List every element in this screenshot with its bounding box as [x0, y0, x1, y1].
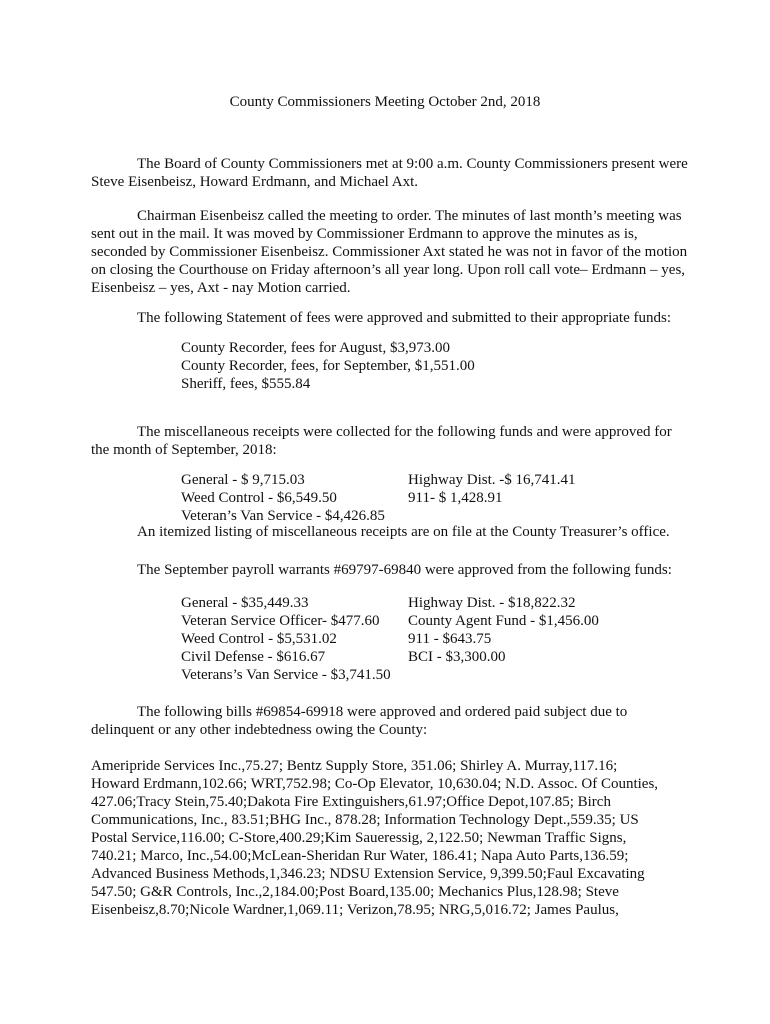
- table-row: [181, 612, 661, 630]
- table-row: [181, 630, 661, 648]
- minutes-paragraph: Chairman Eisenbeisz called the meeting to order. The minutes of last month’s meeting was sent out in the mail. It was moved by Commissioner Erdmann to approve the minutes as is, seconded by Commissioner Eisenbeisz. Commissioner Axt stated he was not in favor of the motion on closing the Courthouse on Friday afternoon’s all year long. Upon roll call vote– Erdmann – yes, Eisenbeisz – yes, Axt - nay Motion carried.: [91, 208, 688, 296]
- misc-receipts-intro: The miscellaneous receipts were collected for the following funds and were approved for the month of September, 2018:: [91, 424, 672, 458]
- table-cell: Weed Control - $5,531.02: [181, 631, 337, 647]
- list-item: Communications, Inc., 83.51;BHG Inc., 878.28; Information Technology Dept.,559.35; US: [91, 812, 639, 828]
- attendance-paragraph: The Board of County Commissioners met at 9:00 a.m. County Commissioners present were Steve Eisenbeisz, Howard Erdmann, and Michael Axt.: [91, 156, 688, 190]
- table-cell: General - $35,449.33: [181, 595, 309, 611]
- bills-intro: The following bills #69854-69918 were approved and ordered paid subject due to delinquent or any other indebtedness owing the County:: [91, 704, 628, 738]
- fees-intro: The following Statement of fees were approved and submitted to their appropriate funds:: [137, 310, 672, 326]
- payroll-table: [181, 594, 661, 684]
- list-item: 547.50; G&R Controls, Inc.,2,184.00;Post Board,135.00; Mechanics Plus,128.98; Steve: [91, 884, 619, 900]
- table-cell: Weed Control - $6,549.50: [181, 490, 337, 506]
- table-cell: Veteran’s Van Service - $4,426.85: [181, 508, 385, 524]
- list-item: County Recorder, fees for August, $3,973.00: [181, 340, 450, 356]
- list-item: Postal Service,116.00; C-Store,400.29;Kim Saueressig, 2,122.50; Newman Traffic Signs,: [91, 830, 627, 846]
- table-row: [181, 489, 661, 507]
- table-cell: General - $ 9,715.03: [181, 472, 305, 488]
- table-cell: 911- $ 1,428.91: [408, 490, 503, 506]
- fees-list: [181, 339, 475, 393]
- table-cell: BCI - $3,300.00: [408, 649, 506, 665]
- list-item: Ameripride Services Inc.,75.27; Bentz Supply Store, 351.06; Shirley A. Murray,117.16;: [91, 758, 618, 774]
- table-cell: County Agent Fund - $1,456.00: [408, 613, 599, 629]
- page-title: County Commissioners Meeting October 2nd, 2018: [229, 94, 541, 110]
- table-cell: Highway Dist. -$ 16,741.41: [408, 472, 576, 488]
- table-cell: Highway Dist. - $18,822.32: [408, 595, 576, 611]
- list-item: Howard Erdmann,102.66; WRT,752.98; Co-Op Elevator, 10,630.04; N.D. Assoc. Of Counties,: [91, 776, 659, 792]
- payroll-intro: The September payroll warrants #69797-69840 were approved from the following funds:: [137, 562, 672, 578]
- table-row: [181, 471, 661, 489]
- list-item: Eisenbeisz,8.70;Nicole Wardner,1,069.11; Verizon,78.95; NRG,5,016.72; James Paulus,: [91, 902, 619, 918]
- misc-receipts-table: [181, 471, 661, 525]
- list-item: 427.06;Tracy Stein,75.40;Dakota Fire Extinguishers,61.97;Office Depot,107.85; Birch: [91, 794, 611, 810]
- bills-list: [91, 757, 711, 919]
- list-item: 740.21; Marco, Inc.,54.00;McLean-Sheridan Rur Water, 186.41; Napa Auto Parts,136.59;: [91, 848, 629, 864]
- table-row: [181, 594, 661, 612]
- table-cell: Veteran Service Officer- $477.60: [181, 613, 380, 629]
- table-row: [181, 666, 661, 684]
- list-item: Sheriff, fees, $555.84: [181, 376, 311, 392]
- list-item: County Recorder, fees, for September, $1,551.00: [181, 358, 475, 374]
- table-cell: Veterans’s Van Service - $3,741.50: [181, 667, 391, 683]
- table-cell: 911 - $643.75: [408, 631, 492, 647]
- table-cell: Civil Defense - $616.67: [181, 649, 326, 665]
- list-item: Advanced Business Methods,1,346.23; NDSU Extension Service, 9,399.50;Faul Excavating: [91, 866, 645, 882]
- misc-receipts-note: An itemized listing of miscellaneous receipts are on file at the County Treasurer’s office.: [137, 524, 670, 540]
- table-row: [181, 648, 661, 666]
